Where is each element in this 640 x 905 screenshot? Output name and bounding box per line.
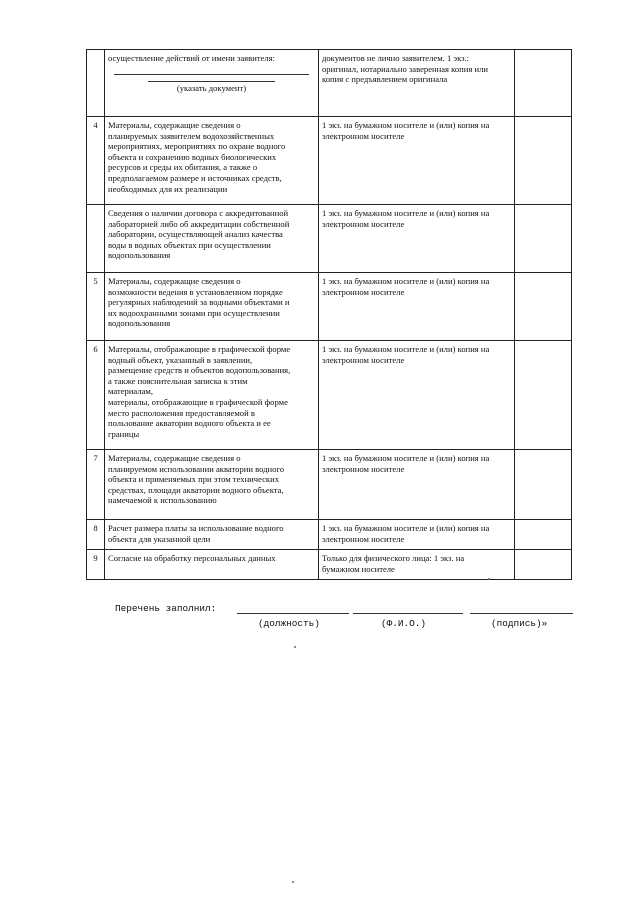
document-name-line: воды в водных объектах при осуществлении <box>108 239 271 250</box>
signature-lead: Перечень заполнил: <box>115 603 217 614</box>
fill-in-line <box>148 81 275 82</box>
document-name-line: регулярных наблюдений за водными объектами и <box>108 297 290 308</box>
table-row <box>87 341 572 450</box>
documents-table <box>86 49 572 580</box>
submission-form-line: Только для физического лица: 1 экз. на <box>322 553 465 563</box>
position-blank <box>237 613 349 614</box>
fill-in-line <box>114 74 309 75</box>
document-name-line: Материалы, содержащие сведения о <box>108 276 241 286</box>
row-number <box>87 50 105 117</box>
submission-form-line: электронном носителе <box>322 354 405 365</box>
document-name-line: ресурсов и среды их обитания, а также о <box>108 162 258 173</box>
document-name-line: Расчет размера платы за использование водного <box>108 523 284 533</box>
document-name-line: объекта для указанной цели <box>108 533 211 544</box>
note-cell <box>515 550 572 580</box>
document-name-line: материалам, <box>108 386 154 397</box>
submission-form-line: 1 экз. на бумажном носителе и (или) копия на <box>322 453 490 463</box>
signature-caption: (подпись)» <box>491 618 548 629</box>
document-name-line: границы <box>108 428 140 439</box>
submission-form-cell <box>319 50 515 117</box>
submission-form-line: копия с предъявлением оригинала <box>322 74 448 85</box>
document-name-line: Материалы, содержащие сведения о <box>108 120 241 130</box>
note-cell <box>515 520 572 550</box>
table-row <box>87 50 572 117</box>
submission-form-line: электронном носителе <box>322 463 405 474</box>
document-name-line: лаборатории, осуществляющей анализ качества <box>108 229 283 240</box>
document-name-line: возможности ведения в установленном порядке <box>108 286 283 297</box>
scan-speck <box>294 646 296 648</box>
document-name-line: Сведения о наличии договора с аккредитованной <box>108 208 289 218</box>
row-number: 8 <box>87 520 105 550</box>
document-name-line: Материалы, содержащие сведения о <box>108 453 241 463</box>
submission-form-cell <box>319 205 515 273</box>
document-name-line: намечаемой к использованию <box>108 495 217 506</box>
submission-form-line: бумажном носителе <box>322 563 395 574</box>
table-row <box>87 117 572 205</box>
note-cell <box>515 117 572 205</box>
document-name-line: объекта и сохранению водных биологических <box>108 151 277 162</box>
document-name-line: Согласие на обработку персональных данных <box>108 553 276 563</box>
document-name-line: лабораторией либо об аккредитации собственной <box>108 218 290 229</box>
submission-form-line: 1 экз. на бумажном носителе и (или) копия на <box>322 523 490 533</box>
document-name-line: средствах, площади акватории водного объекта, <box>108 484 284 495</box>
scan-speck <box>488 578 490 580</box>
document-name-cell <box>105 550 319 580</box>
document-name-cell <box>105 205 319 273</box>
document-name-line: Материалы, отображающие в графической форме <box>108 344 291 354</box>
scan-speck <box>292 881 294 883</box>
document-name-line: пользование акватории водного объекта и ее <box>108 418 271 429</box>
submission-form-cell <box>319 550 515 580</box>
document-name-line: водопользования <box>108 318 171 329</box>
document-name-line: планируемых заявителем водохозяйственных <box>108 130 275 141</box>
document-name-line: объекта и применяемых при этом технических <box>108 474 279 485</box>
note-cell <box>515 341 572 450</box>
table-row <box>87 450 572 520</box>
submission-form-line: оригинал, нотариально заверенная копия или <box>322 63 488 74</box>
document-name-cell <box>105 117 319 205</box>
submission-form-line: 1 экз. на бумажном носителе и (или) копия на <box>322 276 490 286</box>
submission-form-line: документов не лично заявителем. 1 экз.: <box>322 53 470 63</box>
document-name-cell <box>105 520 319 550</box>
table-row <box>87 273 572 341</box>
submission-form-line: 1 экз. на бумажном носителе и (или) копия на <box>322 120 490 130</box>
submission-form-line: электронном носителе <box>322 286 405 297</box>
table-row <box>87 205 572 273</box>
submission-form-line: электронном носителе <box>322 218 405 229</box>
note-cell <box>515 205 572 273</box>
document-name-line: водный объект, указанный в заявлении, <box>108 354 253 365</box>
document-name-line: водопользования <box>108 250 171 261</box>
document-name-line: размещение средств и объектов водопользования, <box>108 365 291 376</box>
document-name-line: их водоохранными зонами при осуществлении <box>108 307 280 318</box>
submission-form-cell <box>319 341 515 450</box>
row-number: 4 <box>87 117 105 205</box>
document-name-line: осуществление действий от имени заявителя: <box>108 53 275 63</box>
document-name-cell <box>105 341 319 450</box>
submission-form-cell <box>319 520 515 550</box>
document-name-line: планируемом использовании акватории водного <box>108 463 285 474</box>
submission-form-cell <box>319 117 515 205</box>
submission-form-line: электронном носителе <box>322 130 405 141</box>
row-number: 5 <box>87 273 105 341</box>
row-number <box>87 205 105 273</box>
submission-form-line: электронном носителе <box>322 533 405 544</box>
document-name-cell <box>105 450 319 520</box>
name-blank <box>353 613 463 614</box>
note-cell <box>515 273 572 341</box>
table-row <box>87 520 572 550</box>
submission-form-cell <box>319 450 515 520</box>
position-caption: (должность) <box>258 618 320 629</box>
submission-form-line: 1 экз. на бумажном носителе и (или) копия на <box>322 208 490 218</box>
name-caption: (Ф.И.О.) <box>381 618 427 629</box>
document-name-line: место расположения предоставляемой в <box>108 407 255 418</box>
document-name-line: предполагаемом размере и источниках средств, <box>108 172 282 183</box>
fill-in-caption: (указать документ) <box>176 82 247 93</box>
document-name-line: материалы, отображающие в графической форме <box>108 396 288 407</box>
document-name-cell <box>105 50 319 117</box>
row-number: 7 <box>87 450 105 520</box>
signature-blank <box>470 613 573 614</box>
note-cell <box>515 50 572 117</box>
document-name-cell <box>105 273 319 341</box>
note-cell <box>515 450 572 520</box>
submission-form-cell <box>319 273 515 341</box>
submission-form-line: 1 экз. на бумажном носителе и (или) копия на <box>322 344 490 354</box>
row-number: 9 <box>87 550 105 580</box>
table-row <box>87 550 572 580</box>
document-name-line: необходимых для их реализации <box>108 183 228 194</box>
row-number: 6 <box>87 341 105 450</box>
document-name-line: а также пояснительная записка к этим <box>108 375 248 386</box>
document-name-line: мероприятиях, мероприятиях по охране водного <box>108 141 286 152</box>
